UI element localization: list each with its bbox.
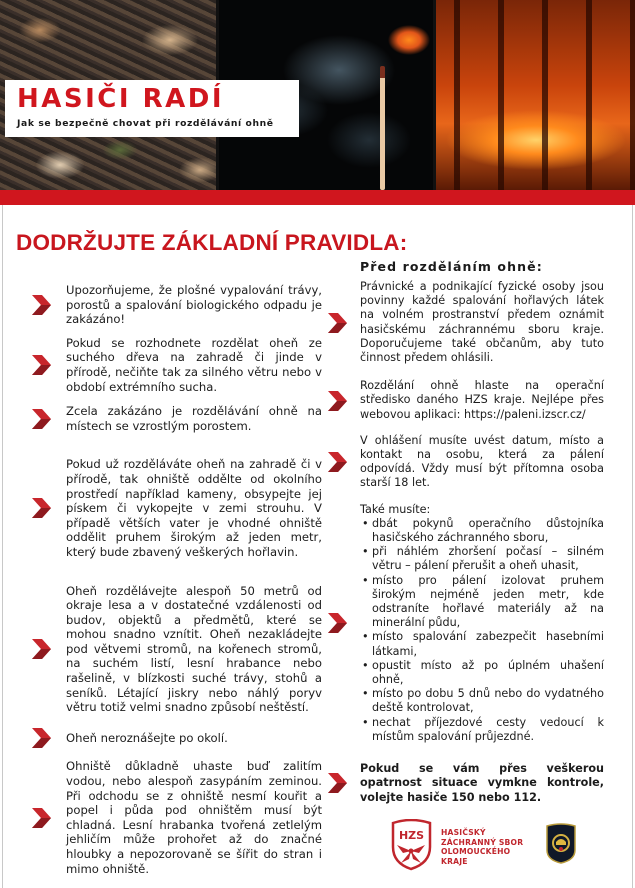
page-title: HASIČI RADÍ	[17, 84, 224, 114]
rule-text: V ohlášení musíte uvést datum, místo a kontakt na osobu, která za pálení odpovídá. Vždy musí být přítomna osoba starší 18 let.	[360, 433, 604, 490]
rule-item	[326, 434, 604, 491]
rule-item	[30, 584, 322, 715]
match-stick	[380, 66, 385, 190]
rule-text: Pokud se rozhodnete rozdělat oheň ze suchého dřeva na zahradě či jinde v přírodě, nečiňte tak za silného větru nebo v období extrémního sucha.	[66, 335, 322, 394]
rule-text: Právnické a podnikající fyzické osoby jsou povinny každé spalování hořlavých látek na volném prostranství předem oznámit hasičskému záchrannému sboru kraje. Doporučujeme také občanům, aby tuto činnost předem ohlásili.	[360, 280, 604, 365]
forest-fire-image	[436, 0, 635, 190]
chevron-right-icon	[30, 806, 52, 830]
org-line: KRAJE	[441, 856, 468, 866]
rule-text: Oheň rozdělávejte alespoň 50 metrů od okraje lesa a v dostatečné vzdálenosti od budov, objektů a předmětů, které se mohou snadno vznítit. Oheň nezakládejte pod větvemi stromů, na kořenech stromů, na suchém listí, lesní hrabance nebo rašelině, v blízkosti suché trávy, stohů a seníků. Létající jiskry nebo náhlý poryv větru totiž velmi snadno způsobí neštěstí.	[66, 583, 322, 715]
rule-item	[30, 336, 322, 394]
list-item: • místo po dobu 5 dnů nebo do vydatného deště kontrolovat,	[360, 687, 604, 715]
chevron-right-icon	[30, 407, 52, 431]
rule-text: Rozdělání ohně hlaste na operační středisko daného HZS kraje. Nejlépe přes webovou aplikaci: https://paleni.izscr.cz/	[360, 379, 604, 421]
org-name	[441, 828, 523, 866]
list-item: • nechat příjezdové cesty vedoucí k místům spalování průjezdné.	[360, 716, 604, 744]
org-line: ZÁCHRANNÝ SBOR	[441, 837, 524, 847]
rule-text: Upozorňujeme, že plošné vypalování trávy, porostů a spalování biologického odpadu je zakázáno!	[66, 283, 322, 327]
chevron-right-icon	[30, 293, 52, 317]
right-rules-column	[326, 259, 604, 805]
list-item: • dbát pokynů operačního důstojníka hasičského záchranného sboru,	[360, 517, 604, 545]
also-must-list	[360, 517, 604, 744]
hzs-logo-text: HZS	[398, 829, 425, 842]
org-line: OLOMOUCKÉHO	[441, 847, 511, 856]
chevron-right-icon	[30, 496, 52, 520]
chevron-right-icon	[326, 611, 348, 635]
fire-rescue-badge-icon	[545, 822, 577, 864]
chevron-right-icon	[326, 450, 348, 474]
also-must-label: Také musíte:	[360, 502, 431, 516]
red-divider-bar	[0, 190, 635, 205]
rule-item	[326, 379, 604, 422]
list-item: • při náhlém zhoršení počasí – silném větru – pálení přerušit a oheň uhasit,	[360, 545, 604, 573]
list-item: • místo spalování zabezpečit hasebními látkami,	[360, 630, 604, 658]
chevron-right-icon	[30, 637, 52, 661]
section-heading: DODRŽUJTE ZÁKLADNÍ PRAVIDLA:	[16, 230, 408, 255]
also-must-item	[326, 503, 604, 744]
rule-text: Oheň neroznášejte po okolí.	[66, 730, 228, 745]
rule-item	[30, 404, 322, 433]
left-rules-column	[30, 283, 322, 876]
chevron-right-icon	[326, 389, 348, 413]
chevron-right-icon	[30, 726, 52, 750]
hero-banner	[0, 0, 635, 190]
rule-text: Zcela zakázáno je rozdělávání ohně na místech se vzrostlým porostem.	[66, 404, 322, 433]
rule-text: Ohniště důkladně uhaste buď zalitím vodou, nebo alespoň zasypáním zeminou. Při odchodu se z ohniště nesmí kouřit a popel i půda pod ohništěm musí být chladná. Lesní hrabanka tvořená zetlelým jehličím může prohořet až do značné hloubky a nepozorovaně se šířit do stran i mimo ohniště.	[66, 759, 322, 876]
hzs-logo-icon	[389, 819, 434, 871]
emergency-text: Pokud se vám přes veškerou opatrnost situace vymkne kontrole, volejte hasiče 150 nebo 112.	[360, 762, 604, 804]
rule-item	[30, 457, 322, 559]
chevron-right-icon	[30, 353, 52, 377]
list-item: • opustit místo až po úplném uhašení ohně,	[360, 659, 604, 687]
chevron-right-icon	[326, 311, 348, 335]
title-box	[5, 80, 299, 137]
rule-text: Pokud už rozděláváte oheň na zahradě či v přírodě, tak ohniště oddělte od okolního prostředí například kameny, obsypejte jej pískem či vykopejte v zemi strouhu. V případě větších vater je vhodné ohniště oddělit pruhem širokým až jeden metr, který bude zbavený veškerých hořlavin.	[66, 457, 322, 559]
rule-item	[326, 280, 604, 365]
rule-item	[30, 731, 322, 746]
page-subtitle: Jak se bezpečně chovat při rozdělávání ohně	[17, 118, 274, 129]
rule-item	[30, 759, 322, 876]
chevron-right-icon	[326, 771, 348, 795]
list-item: • místo pro pálení izolovat pruhem širokým nejméně jeden metr, kde odstraníte hořlavé materiály až na minerální půdu,	[360, 574, 604, 631]
rule-item	[30, 283, 322, 327]
org-line: HASIČSKÝ	[441, 828, 486, 837]
before-fire-heading: Před rozděláním ohně:	[360, 259, 543, 274]
emergency-notice	[326, 762, 604, 805]
